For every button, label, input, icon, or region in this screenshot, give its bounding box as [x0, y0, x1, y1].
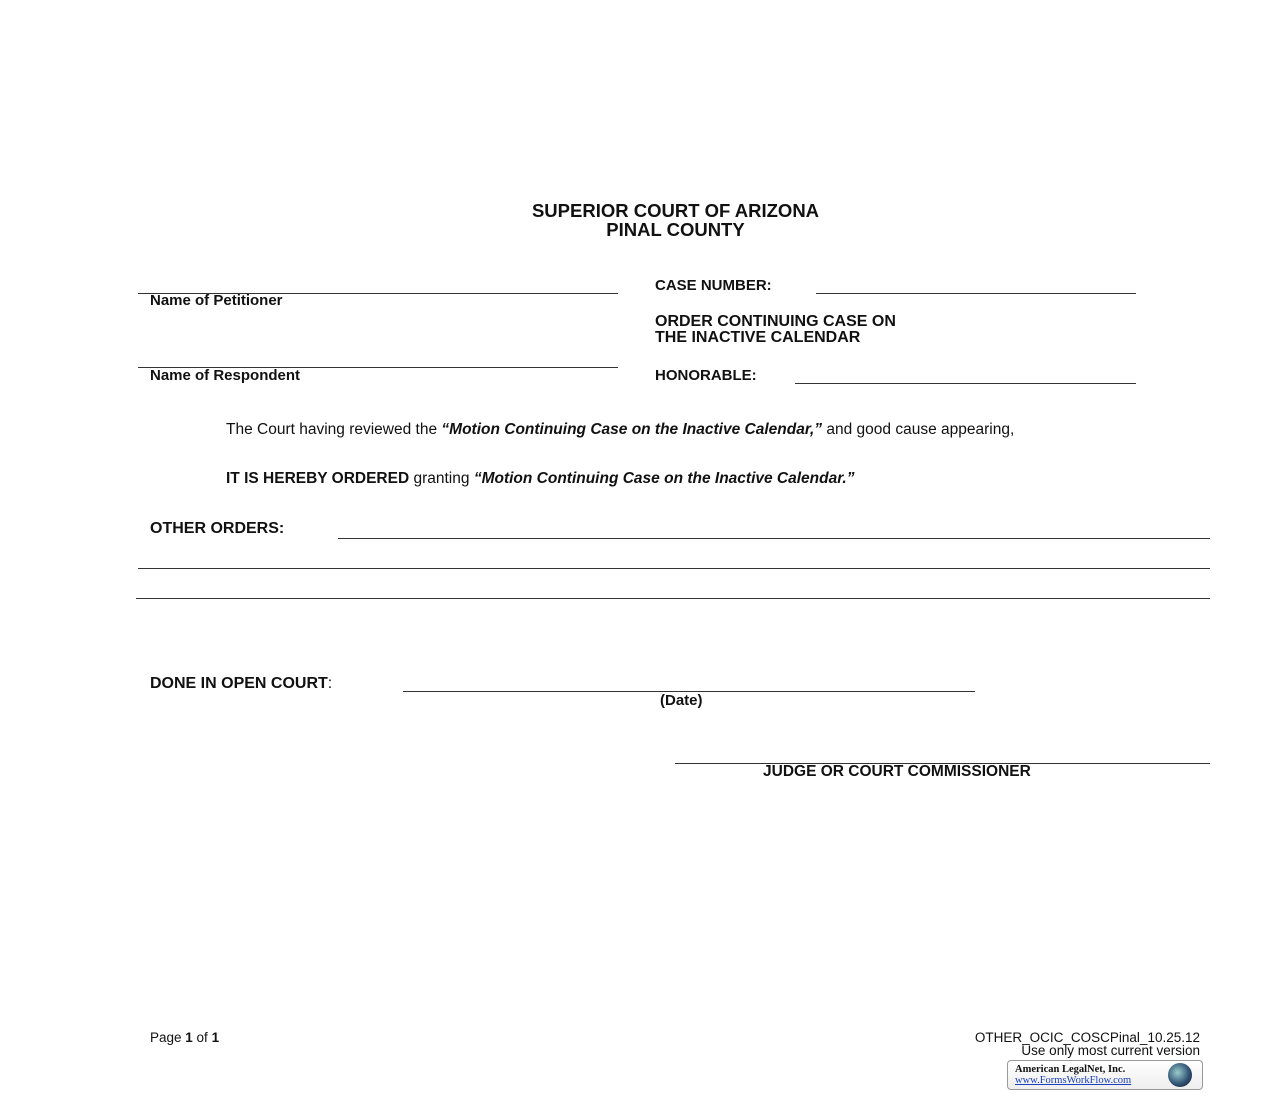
- page-total: 1: [211, 1030, 220, 1045]
- logo-url[interactable]: www.FormsWorkFlow.com: [1015, 1075, 1132, 1086]
- date-label: (Date): [660, 692, 703, 709]
- order-paragraph: [226, 470, 854, 488]
- respondent-label: Name of Respondent: [150, 367, 301, 384]
- judge-label: JUDGE OR COURT COMMISSIONER: [763, 763, 1031, 780]
- granting-text: granting: [409, 470, 474, 487]
- motion-title-2: “Motion Continuing Case on the Inactive Calendar.”: [473, 470, 855, 487]
- case-number-line: [816, 293, 1136, 294]
- other-orders-label: OTHER ORDERS:: [150, 520, 285, 537]
- case-number-label: CASE NUMBER:: [655, 277, 772, 294]
- other-orders-line-3: [136, 598, 1210, 599]
- done-in-open-court: [150, 675, 332, 693]
- ordered-phrase: IT IS HEREBY ORDERED: [226, 470, 410, 487]
- county-name: PINAL COUNTY: [606, 219, 745, 240]
- court-name: SUPERIOR COURT OF ARIZONA: [531, 200, 820, 221]
- other-orders-line-2: [138, 568, 1210, 569]
- form-id: OTHER_OCIC_COSCPinal_10.25.12: [974, 1030, 1200, 1045]
- page-current: 1: [185, 1030, 193, 1045]
- order-title-1: ORDER CONTINUING CASE ON: [655, 313, 896, 330]
- page-number: [150, 1030, 219, 1045]
- legalnet-logo[interactable]: [1007, 1060, 1203, 1090]
- honorable-line: [795, 383, 1136, 384]
- petitioner-label: Name of Petitioner: [150, 292, 283, 309]
- page-word: Page: [150, 1030, 186, 1045]
- p1-text-end: and good cause appearing,: [822, 421, 1015, 438]
- order-title-2: THE INACTIVE CALENDAR: [655, 329, 861, 346]
- p1-text: The Court having reviewed the: [226, 421, 442, 438]
- version-note: Use only most current version: [1021, 1043, 1200, 1058]
- done-label: DONE IN OPEN COURT: [150, 675, 328, 692]
- done-colon: :: [327, 675, 333, 692]
- review-paragraph: [150, 422, 1181, 438]
- logo-name: American LegalNet, Inc.: [1015, 1064, 1126, 1075]
- globe-icon: [1168, 1063, 1192, 1087]
- honorable-label: HONORABLE:: [655, 367, 757, 384]
- other-orders-line-1: [338, 538, 1210, 539]
- motion-title: “Motion Continuing Case on the Inactive Calendar,”: [441, 421, 823, 438]
- page-of: of: [192, 1030, 212, 1045]
